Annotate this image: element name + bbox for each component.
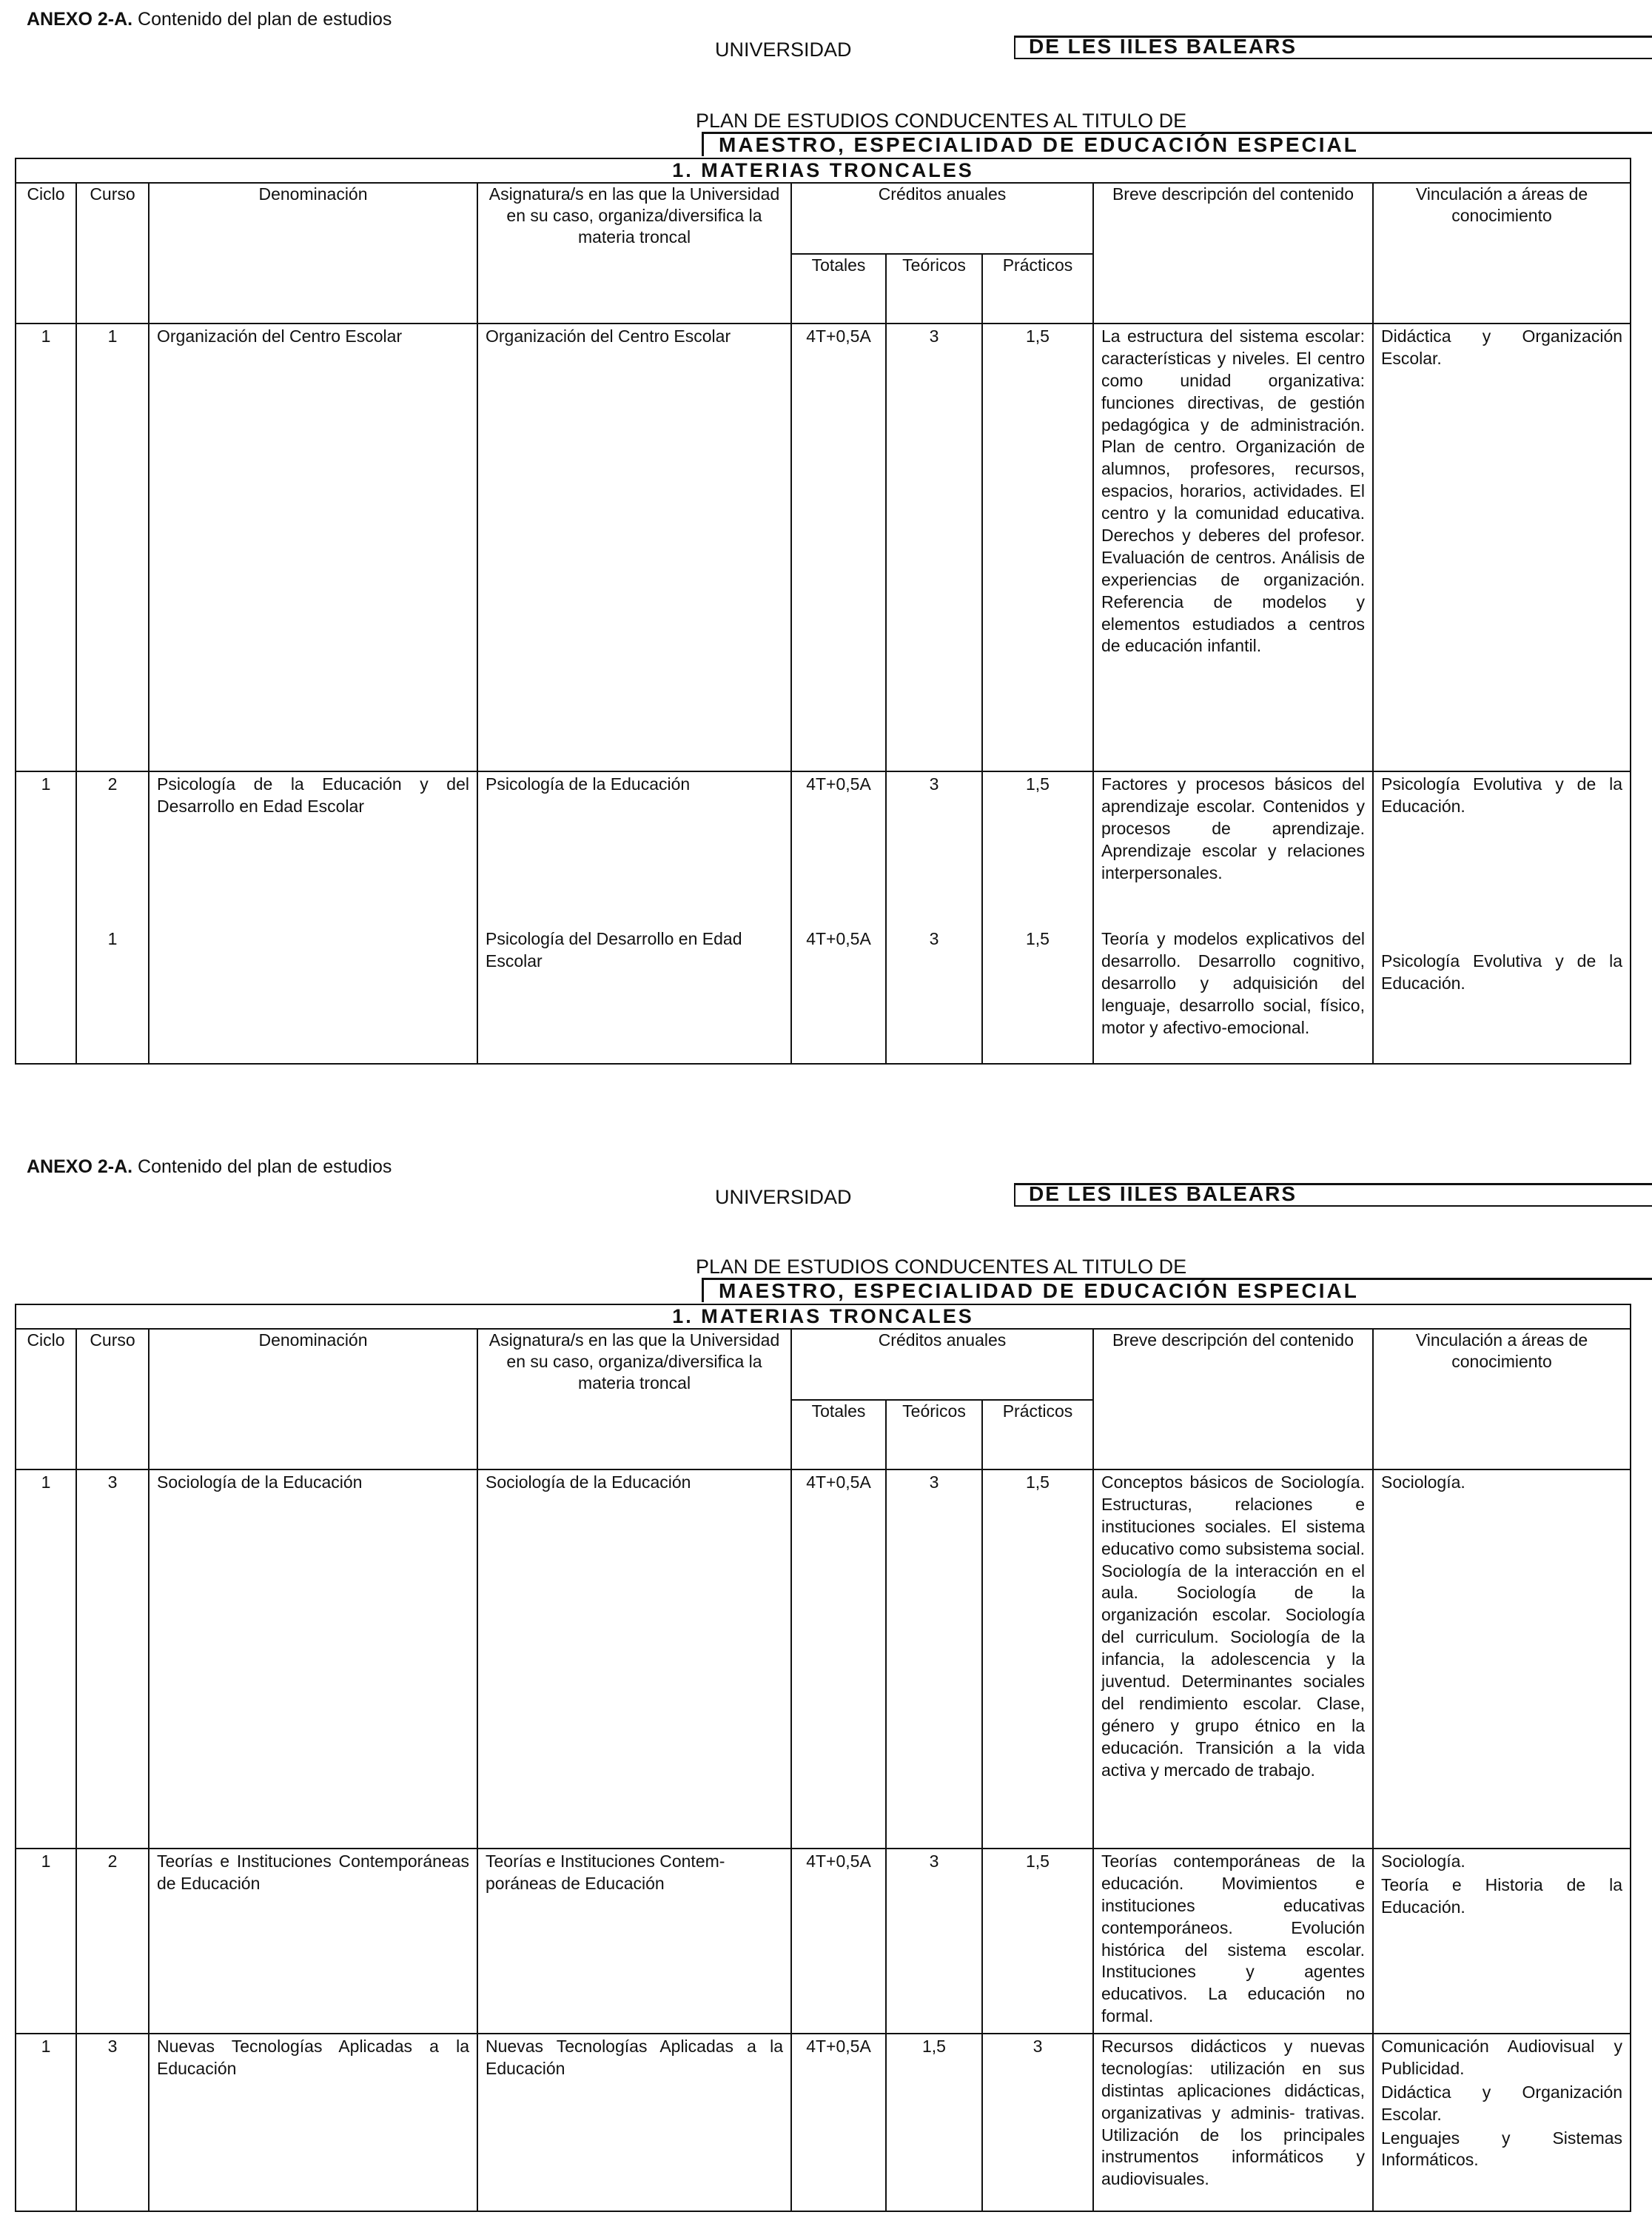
table-row: 1 2 Psicología de la Educación y del Desarrollo en Edad Escolar Psicología de la Educación 4T+0,5A 3 1,5 Factores y procesos básicos del aprendizaje escolar. Contenidos y procesos de aprendizaje. Aprendizaje escolar y relaciones interpersonales. Psicología Evolutiva y de la Educación. bbox=[16, 771, 1631, 927]
col-descripcion: Breve descripción del contenido bbox=[1093, 1329, 1373, 1469]
plan-label: PLAN DE ESTUDIOS CONDUCENTES AL TITULO DE bbox=[696, 1256, 1187, 1278]
col-totales: Totales bbox=[791, 254, 886, 324]
university-label: UNIVERSIDAD bbox=[715, 38, 852, 61]
table-row: 1 1 Organización del Centro Escolar Organización del Centro Escolar 4T+0,5A 3 1,5 La estructura del sistema escolar: características y niveles. El centro como unidad organizativa: funciones directivas, de gestión pedagógica y de administración. Plan de centro. Organización de alumnos, profesores, recursos, espacios, horarios, actividades. El centro y la comunidad educativa. Derechos y deberes del profesor. Evaluación de centros. Análisis de experiencias de organización. Referencia de modelos y elementos estudiados a centros de educación infantil. Didáctica y Organización Escolar. bbox=[16, 324, 1631, 771]
curriculum-table bbox=[15, 158, 1631, 1065]
table-row: 1 3 Nuevas Tecnologías Aplicadas a la Educación Nuevas Tecnologías Aplicadas a la Educación 4T+0,5A 1,5 3 Recursos didácticos y nuevas tecnologías: utilización en sus distintas aplicaciones didácticas, organizativas y adminis- trativas. Utilización de los principales instrumentos informáticos y audiovisuales. Comunicación Audiovisual y Publicidad. Didáctica y Organización Escolar. Lenguajes y Sistemas Informáticos. bbox=[16, 2034, 1631, 2211]
table-row: 1 Psicología del Desarrollo en Edad Escolar 4T+0,5A 3 1,5 Teoría y modelos explicativos del desarrollo. Desarrollo cognitivo, desarrollo y adquisición del lenguaje, desarrollo social, físico, motor y afectivo-emocional. Psicología Evolutiva y de la Educación. bbox=[16, 927, 1631, 1064]
col-descripcion: Breve descripción del contenido bbox=[1093, 183, 1373, 324]
col-curso: Curso bbox=[76, 183, 149, 324]
col-ciclo: Ciclo bbox=[16, 1329, 76, 1469]
col-denominacion: Denominación bbox=[149, 1329, 477, 1469]
col-vinculacion: Vinculación a áreas de conocimiento bbox=[1373, 1329, 1631, 1469]
table-row: 1 2 Teorías e Instituciones Contemporáneas de Educación Teorías e Instituciones Contem- poráneas de Educación 4T+0,5A 3 1,5 Teorías contemporáneas de la educación. Movimientos e instituciones educativas contemporáneos. Evolución histórica del sistema escolar. Instituciones y agentes educativos. La educación no formal. Sociología. Teoría e Historia de la Educación. bbox=[16, 1849, 1631, 2034]
col-creditos: Créditos anuales bbox=[791, 1329, 1093, 1400]
university-name: DE LES IILES BALEARS bbox=[1014, 1183, 1652, 1207]
university-label: UNIVERSIDAD bbox=[715, 1186, 852, 1208]
plan-label: PLAN DE ESTUDIOS CONDUCENTES AL TITULO DE bbox=[696, 110, 1187, 132]
col-practicos: Prácticos bbox=[982, 254, 1093, 324]
col-asignatura: Asignatura/s en las que la Universidad en su caso, organiza/diversifica la materia troncal bbox=[477, 1329, 791, 1469]
degree-title: MAESTRO, ESPECIALIDAD DE EDUCACIÓN ESPECIAL bbox=[702, 1278, 1652, 1302]
col-creditos: Créditos anuales bbox=[791, 183, 1093, 254]
annex-title: ANEXO 2-A. Contenido del plan de estudios bbox=[27, 9, 392, 30]
university-name: DE LES IILES BALEARS bbox=[1014, 36, 1652, 59]
col-ciclo: Ciclo bbox=[16, 183, 76, 324]
col-practicos: Prácticos bbox=[982, 1400, 1093, 1469]
col-denominacion: Denominación bbox=[149, 183, 477, 324]
curriculum-table bbox=[15, 1304, 1631, 2212]
col-vinculacion: Vinculación a áreas de conocimiento bbox=[1373, 183, 1631, 324]
degree-title: MAESTRO, ESPECIALIDAD DE EDUCACIÓN ESPECIAL bbox=[702, 132, 1652, 156]
section-title: 1. MATERIAS TRONCALES bbox=[16, 1304, 1631, 1329]
table-row: 1 3 Sociología de la Educación Sociología de la Educación 4T+0,5A 3 1,5 Conceptos básicos de Sociología. Estructuras, relaciones e instituciones sociales. El sistema educativo como subsistema social. Sociología de la interacción en el aula. Sociología de la organización escolar. Sociología del curriculum. Sociología de la infancia, la adolescencia y la juventud. Determinantes sociales del rendimiento escolar. Clase, género y grupo étnico en la educación. Transición a la vida activa y mercado de trabajo. Sociología. bbox=[16, 1469, 1631, 1849]
col-totales: Totales bbox=[791, 1400, 886, 1469]
col-teoricos: Teóricos bbox=[886, 1400, 982, 1469]
col-curso: Curso bbox=[76, 1329, 149, 1469]
section-title: 1. MATERIAS TRONCALES bbox=[16, 158, 1631, 183]
col-asignatura: Asignatura/s en las que la Universidad en su caso, organiza/diversifica la materia troncal bbox=[477, 183, 791, 324]
col-teoricos: Teóricos bbox=[886, 254, 982, 324]
annex-title: ANEXO 2-A. Contenido del plan de estudios bbox=[27, 1156, 392, 1177]
